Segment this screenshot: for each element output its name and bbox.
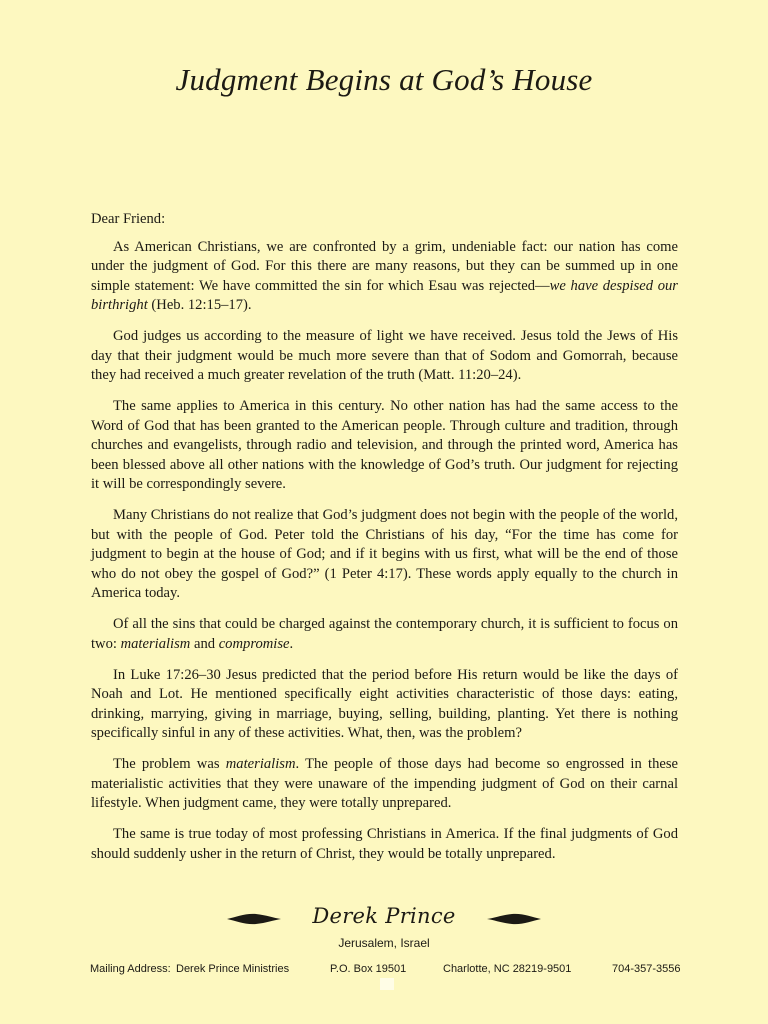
po-box: P.O. Box 19501 (330, 963, 407, 975)
paragraph-4: Many Christians do not realize that God’s judgment does not begin with the people of the world, but with the people of God. Peter told the Christians of his day, “For the time has come for judgment to begin at the house of God; and if it begins with us first, what will be the end of those who do not obey the gospel of God?” (1 Peter 4:17). These words apply equally to the church in America today. (91, 507, 678, 601)
paragraph-3: The same applies to America in this century. No other nation has had the same access to the Word of God that has been granted to the American people. Through culture and tradition, through churches and evangelists, through radio and television, and through the printed word, America has been blessed above all other nations with the knowledge of God’s truth. Our judgment for rejecting it will be correspondingly severe. (91, 398, 678, 492)
emphasis-materialism: materialism (120, 635, 191, 652)
paragraph-1: As American Christians, we are confronted by a grim, undeniable fact: our nation has come under the judgment of God. For this there are many reasons, but they can be summed up in one simple statement: We have committed the sin for which Esau was rejected—we have despised our birthright (Heb. 12:15–17). (91, 238, 678, 313)
page-title: Judgment Begins at God’s House (175, 62, 593, 97)
signature: Derek Prince (312, 904, 456, 928)
organization-name: Derek Prince Ministries (176, 963, 290, 975)
page-mark (380, 978, 394, 990)
city-zip: Charlotte, NC 28219-9501 (443, 963, 572, 975)
emphasis-materialism: materialism (225, 756, 296, 772)
paragraph-7: The problem was materialism. The people of those days had become so engrossed in these materialistic activities that they were unaware of the impending judgment of God on their carnal lifestyle. When judgment came, they were totally unprepared. (91, 756, 678, 811)
phone-number: 704-357-3556 (612, 963, 681, 975)
mailing-label: Mailing Address: (90, 963, 171, 975)
emphasis-birthright: we have despised our birthright (91, 277, 678, 313)
mailing-address (0, 963, 768, 979)
emphasis-compromise: compromise (218, 635, 290, 652)
paragraph-2: God judges us according to the measure of light we have received. Jesus told the Jews of His day that their judgment would be much more severe than that of Sodom and Gomorrah, because they had received a much greater revelation of the truth (Matt. 11:20–24). (91, 328, 678, 383)
ornament-flourish-icon (486, 912, 542, 926)
signature-block (0, 904, 768, 938)
paragraph-5: Of all the sins that could be charged against the contemporary church, it is sufficient to focus on two: materialism and compromise. (91, 616, 678, 652)
letter-body (91, 210, 678, 876)
location: Jerusalem, Israel (338, 936, 430, 950)
salutation: Dear Friend: (91, 211, 166, 227)
paragraph-8: The same is true today of most professing Christians in America. If the final judgments of God should suddenly usher in the return of Christ, they would be totally unprepared. (91, 826, 678, 862)
ornament-flourish-icon (226, 912, 282, 926)
paragraph-6: In Luke 17:26–30 Jesus predicted that the period before His return would be like the days of Noah and Lot. He mentioned specifically eight activities characteristic of those days: eating, drinking, marrying, giving in marriage, buying, selling, building, planting. Yet there is nothing specifically sinful in any of these activities. What, then, was the problem? (91, 666, 678, 741)
